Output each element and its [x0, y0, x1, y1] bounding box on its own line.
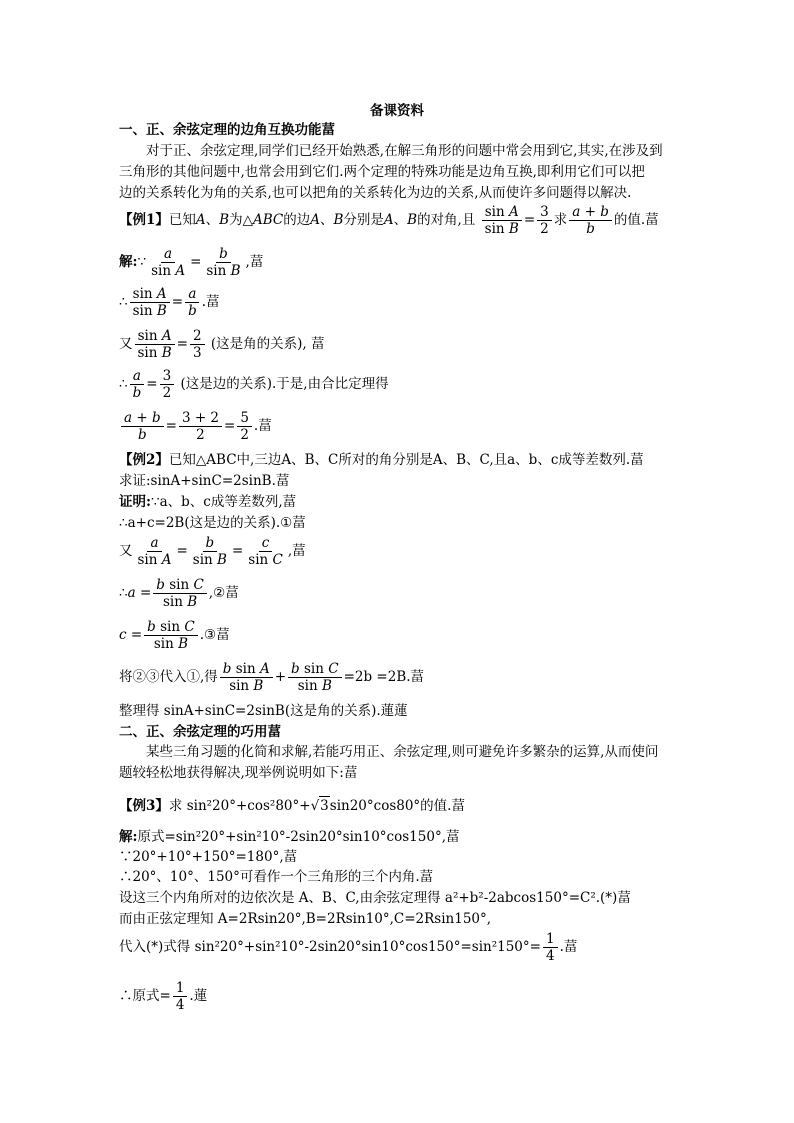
ex2-text: 已知△ABC中,三边A、B、C所对的角分别是A、B、C,且a、b、c成等差数列.葍	[168, 452, 644, 468]
fraction: $\frac{a}{\text{sin A}}$	[151, 246, 186, 279]
example-3-solution-line-1	[119, 828, 459, 846]
ex1-text: 的对角,且	[417, 212, 476, 228]
ex3-text: ∴原式=	[119, 988, 171, 1004]
section-1-heading: 一、正、余弦定理的边角互换功能葍	[119, 122, 335, 138]
ex3-text: 原式=sin²20°+sin²10°-2sin20°sin10°cos150°,葍	[137, 829, 460, 845]
example-1-label: 【例1】	[119, 212, 169, 228]
example-2-proof-line-3: 又 $\frac{a}{\text{sin A}}$ = $\frac{b}{\text{sin B}}$ = $\frac{c}{\text{sin C}}$ ,葍	[119, 535, 306, 568]
example-1-question: 【例1】已知A、B为△ABC的边A、B分别是A、B的对角,且 $\frac{\text{sin A}}{\text{sin B}}$ = $\frac{3}{2}$ 求 $\frac{a + b}{b}$ 的值.葍	[119, 204, 659, 237]
solution-label: 解:	[119, 254, 138, 270]
fraction: $\frac{3}{2}$	[537, 204, 552, 237]
example-3-solution-line-5: 而由正弦定理知 A=2Rsin20°,B=2Rsin10°,C=2Rsin150°,	[119, 911, 492, 927]
fraction: $\frac{\text{b sin C}}{\text{sin B}}$	[144, 619, 198, 652]
fraction: $\frac{\text{sin A}}{\text{sin B}}$	[130, 286, 170, 319]
example-1-solution-line-1: 解:∵ $\frac{a}{\text{sin A}}$ = $\frac{b}{\text{sin B}}$ ,葍	[119, 246, 264, 279]
ex1-text: ,葍	[245, 254, 264, 270]
section-1-para-line-2: 三角形的其他问题中,也常会用到它们.两个定理的特殊功能是边角互换,即利用它们可以把	[119, 164, 645, 180]
example-1-solution-line-2: ∴ $\frac{\text{sin A}}{\text{sin B}}$ = $\frac{a}{b}$ .葍	[119, 286, 220, 319]
example-1-solution-line-3: 又 $\frac{\text{sin A}}{\text{sin B}}$ = $\frac{2}{3}$ (这是角的关系), 葍	[119, 328, 325, 361]
fraction: $\frac{a}{b}$	[130, 368, 145, 401]
example-2-question	[119, 451, 644, 469]
ex1-text: 为	[229, 212, 243, 228]
ex2-text: ,葍	[287, 543, 306, 559]
fraction: $\frac{b}{\text{sin B}}$	[192, 535, 227, 568]
section-1-para-line-3: 边的关系转化为角的关系,也可以把角的关系转化为边的关系,从而使许多问题得以解决.	[119, 185, 632, 201]
example-2-proof-line-5: c = $\frac{\text{b sin C}}{\text{sin B}}$ .③葍	[119, 619, 230, 652]
ex1-text: 的值.葍	[613, 212, 659, 228]
ex2-text: ,②葍	[208, 585, 239, 601]
fraction: $\frac{1}{4}$	[543, 931, 558, 964]
fraction: $\frac{a}{\text{sin A}}$	[137, 535, 172, 568]
ex2-text: =2b =2B.葍	[343, 669, 425, 685]
ex2-text: ∵a、b、c成等差数列,葍	[150, 494, 297, 510]
section-2-para-line-1: 某些三角习题的化简和求解,若能巧用正、余弦定理,则可避免许多繁杂的运算,从而使问	[146, 744, 659, 760]
fraction: $\frac{1}{4}$	[173, 980, 188, 1013]
fraction: $\frac{5}{2}$	[237, 410, 252, 443]
example-2-prove: 求证:sinA+sinC=2sinB.葍	[119, 473, 290, 489]
example-2-proof-line-1	[119, 493, 296, 511]
section-2-para-line-2: 题较轻松地获得解决,现举例说明如下:葍	[119, 765, 358, 781]
example-3-solution-line-4: 设这三个内角所对的边依次是 A、B、C,由余弦定理得 a²+b²-2abcos150°=C².(*)葍	[119, 890, 631, 906]
section-1-para-line-1: 对于正、余弦定理,同学们已经开始熟悉,在解三角形的问题中常会用到它,其实,在涉及到	[146, 143, 663, 159]
example-2-label: 【例2】	[119, 452, 169, 468]
example-2-proof-line-4: ∴a = $\frac{\text{b sin C}}{\text{sin B}}$ ,②葍	[119, 577, 239, 610]
ex1-text: 已知	[168, 212, 196, 228]
fraction: $\frac{a}{b}$	[185, 286, 200, 319]
ex1-text: 求	[553, 212, 568, 228]
example-3-solution-line-7	[119, 978, 207, 1014]
example-1-solution-line-5: $\frac{a + b}{b}$ = $\frac{3 + 2}{2}$ = $\frac{5}{2}$ .葍	[119, 408, 272, 444]
ex1-text: (这是角的关系), 葍	[210, 336, 325, 352]
page-title: 备课资料	[370, 103, 424, 119]
example-2-proof-line-2: ∴a+c=2B(这是边的关系).①葍	[119, 515, 306, 531]
fraction: $\frac{2}{3}$	[190, 328, 205, 361]
ex2-text: .③葍	[199, 627, 230, 643]
example-2-proof-line-7: 整理得 sinA+sinC=2sinB(这是角的关系).蓮蓮	[119, 703, 408, 719]
example-3-solution-line-6	[119, 929, 577, 965]
ex2-text: 又	[119, 543, 133, 559]
fraction: $\frac{\text{b sin C}}{\text{sin B}}$	[153, 577, 207, 610]
example-3-question: 【例3】求 sin²20°+cos²80°+√3sin20°cos80°的值.葍	[119, 798, 465, 814]
example-3-solution-line-3: ∴20°、10°、150°可看作一个三角形的三个内角.葍	[119, 869, 434, 885]
ex3-text: .葍	[559, 939, 578, 955]
ex1-text: 分别是	[343, 212, 384, 228]
fraction: $\frac{b}{\text{sin B}}$	[206, 246, 241, 279]
fraction: $\frac{3 + 2}{2}$	[179, 410, 222, 443]
fraction: $\frac{c}{\text{sin C}}$	[248, 535, 283, 568]
ex1-text: .葍	[201, 294, 220, 310]
ex3-text: .蓮	[189, 988, 208, 1004]
fraction: $\frac{\text{b sin C}}{\text{sin B}}$	[288, 661, 342, 694]
fraction: $\frac{a + b}{b}$	[121, 410, 164, 443]
fraction: $\frac{\text{sin A}}{\text{sin B}}$	[135, 328, 175, 361]
fraction: $\frac{a + b}{b}$	[569, 204, 612, 237]
ex2-text: 将②③代入①,得	[119, 669, 218, 685]
example-3-solution-line-2: ∵20°+10°+150°=180°,葍	[119, 849, 298, 865]
ex3-text: sin20°cos80°的值.葍	[329, 798, 465, 814]
ex1-text: (这是边的关系).于是,由合比定理得	[180, 376, 389, 392]
fraction: $\frac{3}{2}$	[160, 368, 175, 401]
proof-label: 证明:	[119, 494, 151, 510]
ex3-text: 代入(*)式得 sin²20°+sin²10°-2sin20°sin10°cos150°=sin²150°=	[119, 939, 541, 955]
example-2-proof-line-6: 将②③代入①,得 $\frac{\text{b sin A}}{\text{sin B}}$ + $\frac{\text{b sin C}}{\text{sin B}}$ =2b =2B.葍	[119, 661, 425, 694]
example-3-label: 【例3】	[119, 798, 169, 814]
solution-label: 解:	[119, 829, 138, 845]
fraction: $\frac{\text{b sin A}}{\text{sin B}}$	[220, 661, 273, 694]
ex1-text: 又	[119, 336, 133, 352]
ex3-text: 求 sin²20°+cos²80°+	[168, 798, 311, 814]
fraction: $\frac{\text{sin A}}{\text{sin B}}$	[482, 204, 522, 237]
section-2-heading: 二、正、余弦定理的巧用葍	[119, 724, 281, 740]
ex1-text: 的边	[283, 212, 311, 228]
example-1-solution-line-4: ∴ $\frac{a}{b}$ = $\frac{3}{2}$ (这是边的关系).于是,由合比定理得	[119, 368, 389, 401]
ex1-text: .葍	[253, 418, 272, 434]
